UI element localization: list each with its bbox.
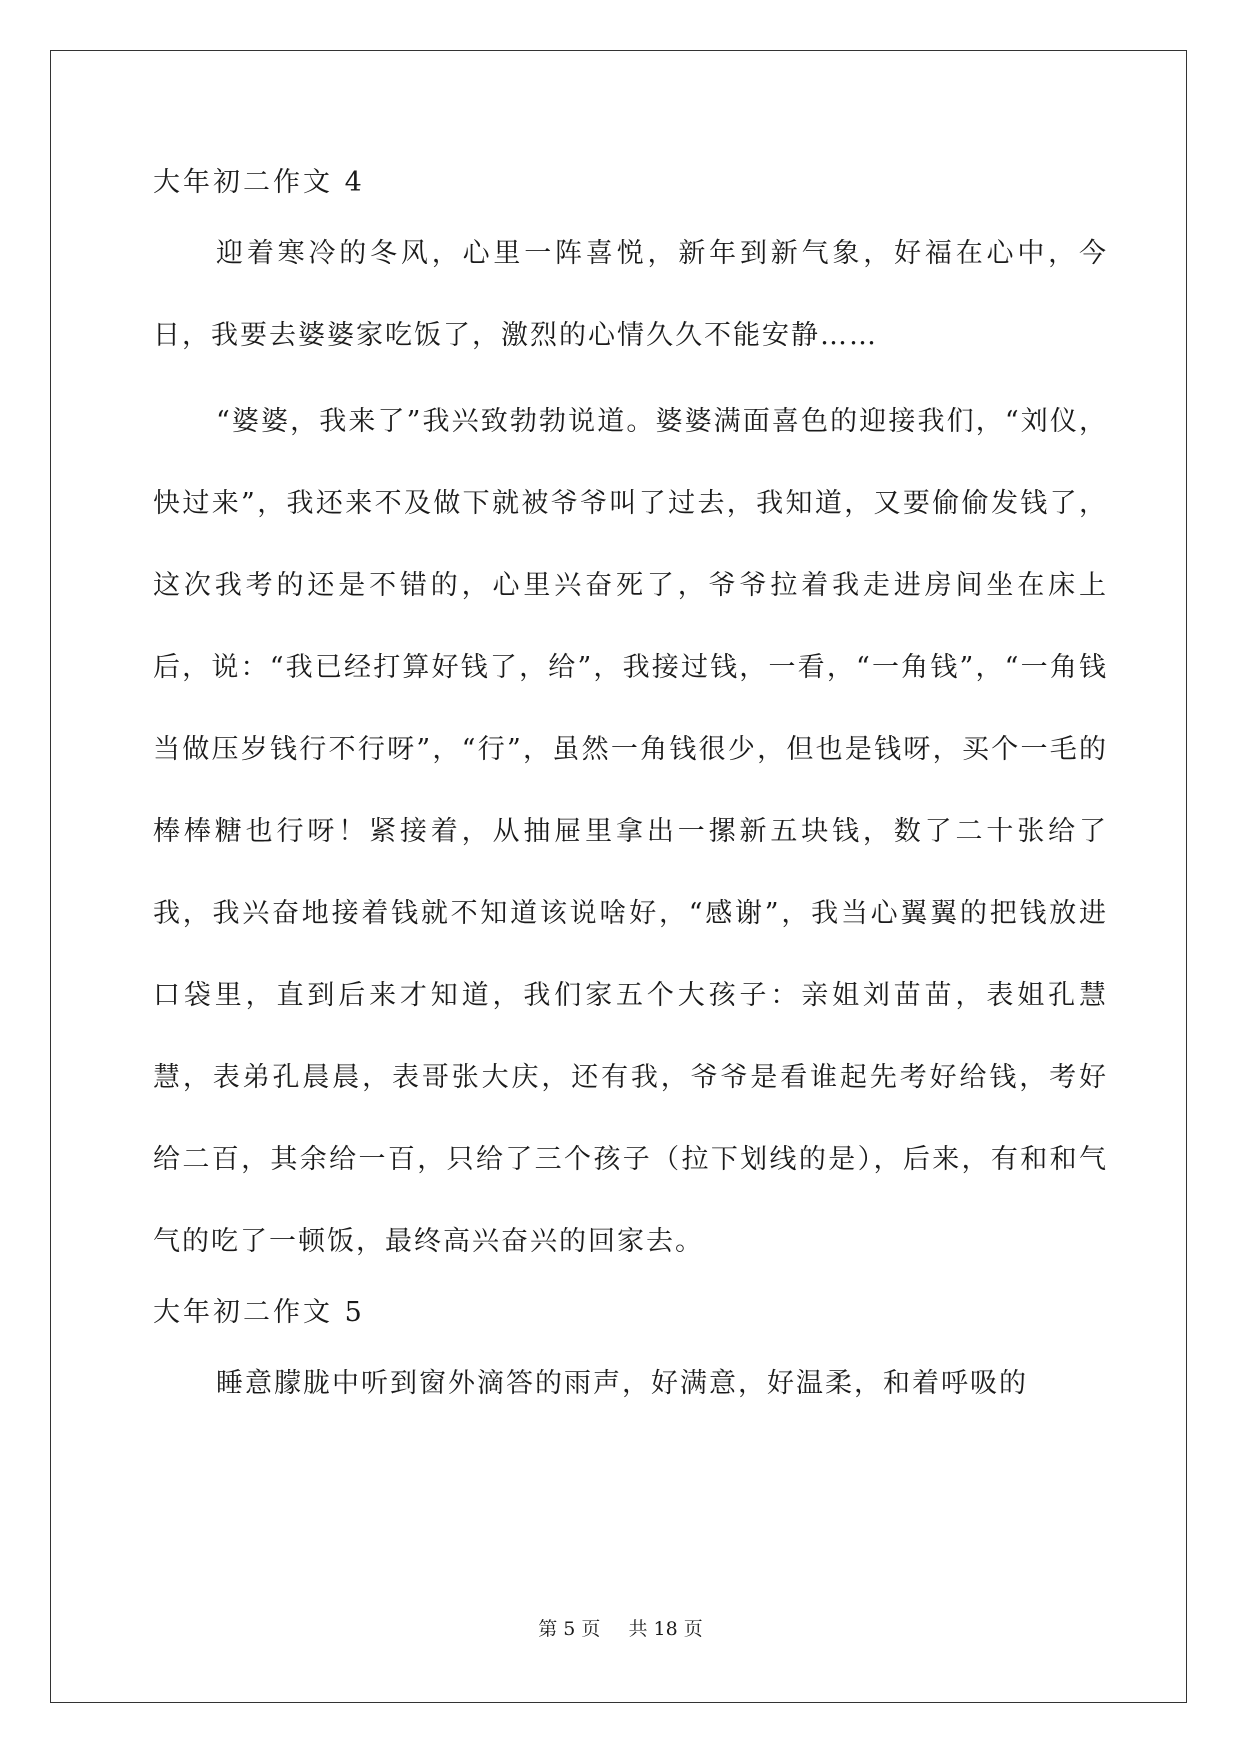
page-number-current: 第 5 页 — [538, 1618, 601, 1640]
page-number-total: 共 18 页 — [628, 1618, 703, 1640]
essay-4-paragraph-1: 迎着寒冷的冬风，心里一阵喜悦，新年到新气象，好福在心中，今日，我要去婆婆家吃饭了，激烈的心情久久不能安静…… — [153, 238, 1108, 351]
section-heading-essay-4: 大年初二作文 4 — [153, 167, 365, 198]
essay-5-paragraph-1: 睡意朦胧中听到窗外滴答的雨声，好满意，好温柔，和着呼吸的 — [216, 1368, 1028, 1399]
section-heading-essay-5: 大年初二作文 5 — [153, 1297, 365, 1328]
page-footer — [0, 1614, 1241, 1641]
essay-4-paragraph-2: “婆婆，我来了”我兴致勃勃说道。婆婆满面喜色的迎接我们，“刘仪，快过来”，我还来不及做下就被爷爷叫了过去，我知道，又要偷偷发钱了，这次我考的还是不错的，心里兴奋死了，爷爷拉着我走进房间坐在床上后，说：“我已经打算好钱了，给”，我接过钱，一看，“一角钱”，“一角钱当做压岁钱行不行呀”，“行”，虽然一角钱很少，但也是钱呀，买个一毛的棒棒糖也行呀！紧接着，从抽屉里拿出一摞新五块钱，数了二十张给了我，我兴奋地接着钱就不知道该说啥好，“感谢”，我当心翼翼的把钱放进口袋里，直到后来才知道，我们家五个大孩子：亲姐刘苗苗，表姐孔慧慧，表弟孔晨晨，表哥张大庆，还有我，爷爷是看谁起先考好给钱，考好给二百，其余给一百，只给了三个孩子（拉下划线的是），后来，有和和气气的吃了一顿饭，最终高兴奋兴的回家去。 — [153, 406, 1108, 1257]
document-body — [153, 153, 1108, 1425]
